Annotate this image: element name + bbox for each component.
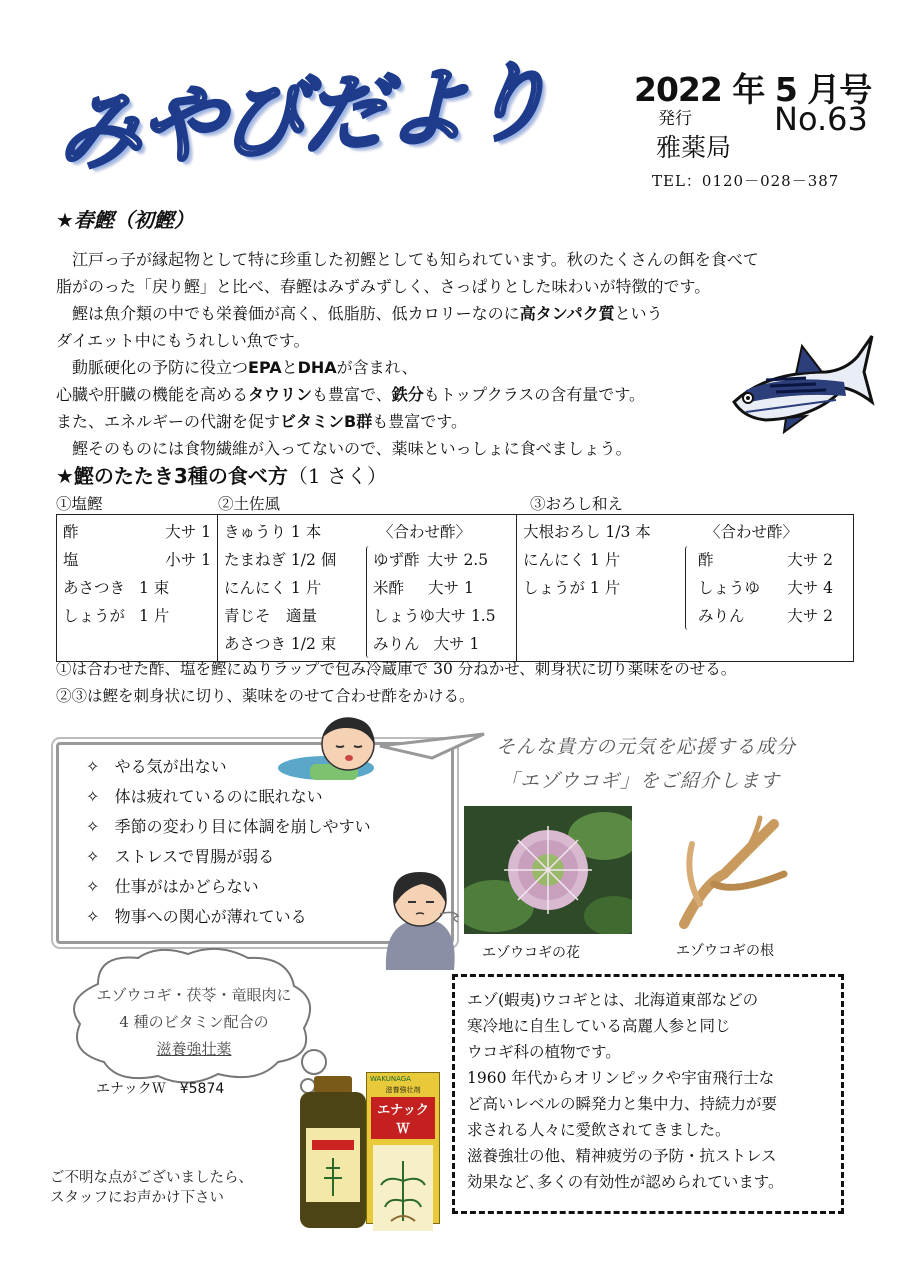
box-plant-illustration: [367, 1141, 439, 1237]
ingredient-row: あさつき 1/2 束: [224, 635, 337, 653]
sauce-row: しょうゆ 大サ 4: [698, 579, 833, 597]
box-product-name: エナックＷ: [371, 1097, 435, 1139]
pharmacy-name: 雅薬局: [656, 133, 732, 162]
speech-tail: [372, 728, 492, 788]
recipe-title-tosa: ②土佐風: [218, 495, 281, 513]
info-line: ウコギ科の植物です。: [467, 1043, 621, 1061]
highlight-taurine: タウリン: [248, 385, 313, 404]
box-brand: WAKUNAGA: [370, 1075, 411, 1083]
sauce-row: みりん 大サ 2: [698, 607, 833, 625]
highlight-vitamin-b: ビタミンB群: [280, 412, 373, 431]
paragraph: 心臓や肝臓の機能を高めるタウリンも豊富で、鉄分もトップクラスの含有量です。: [56, 385, 646, 404]
section-heading-tataki: ★鰹のたたき3種の食べ方（1 さく）: [56, 464, 387, 488]
sauce-row: しょうゆ大サ 1.5: [373, 607, 496, 625]
recipe-instructions: [56, 656, 736, 710]
instruction-line: ①は合わせた酢、塩を鰹にぬりラップで包み冷蔵庫で 30 分ねかせ、刺身状に切り薬味をのせる。: [56, 660, 737, 678]
highlight-protein: 高タンパク質: [519, 304, 615, 323]
ingredient-row: たまねぎ 1/2 個: [224, 551, 337, 569]
box-category: 滋養強壮剤: [385, 1086, 421, 1094]
ingredient-row: あさつき 1 束: [63, 579, 170, 597]
ingredient-row: しょうが 1 片: [63, 607, 170, 625]
info-line: 効果など､多くの有効性が認められています。: [467, 1173, 784, 1191]
product-price: エナックＷ ¥5874: [96, 1081, 225, 1097]
recipe-title-shio: ①塩鰹: [56, 495, 103, 513]
eleuthero-flower-photo: [464, 806, 632, 934]
product-bottle-photo: [298, 1076, 368, 1228]
recipe-table: [56, 514, 854, 662]
instruction-line: ②③は鰹を刺身状に切り、薬味をのせて合わせ酢をかける。: [56, 687, 475, 705]
info-line: 寒冷地に自生している高麗人参と同じ: [467, 1017, 731, 1035]
info-line: 滋養強壮の他、精神疲労の予防・抗ストレス: [467, 1147, 777, 1165]
highlight-epa: EPA: [248, 358, 282, 377]
sauce-row: みりん 大サ 1: [373, 635, 480, 653]
recipe-oroshi-cell: [517, 515, 854, 662]
ingredient-row: 大根おろし 1/3 本: [523, 523, 651, 541]
tired-person-lying-illustration: [276, 714, 388, 784]
contact-note: ご不明な点がございましたら、 スタッフにお声かけ下さい: [50, 1170, 253, 1206]
info-line: 1960 年代からオリンピックや宇宙飛行士な: [467, 1069, 775, 1087]
issue-number: No.63: [774, 100, 868, 138]
symptom-item: ✧ 物事への関心が薄れている: [86, 907, 307, 926]
section-heading-spring-bonito: ★春鰹（初鰹）: [56, 208, 194, 232]
ingredient-row: にんにく 1 片: [224, 579, 322, 597]
publisher-label: 発行: [658, 109, 692, 129]
info-line: ど高いレベルの瞬発力と集中力、持続力が要: [467, 1095, 778, 1113]
recipe-title-oroshi: ③おろし和え: [530, 495, 624, 513]
highlight-iron: 鉄分: [391, 385, 424, 404]
root-caption: エゾウコギの根: [676, 943, 774, 959]
paragraph: ダイエット中にもうれしい魚です。: [56, 331, 310, 350]
product-box-photo: [366, 1072, 440, 1224]
paragraph: また、エネルギーの代謝を促すビタミンB群も豊富です。: [56, 412, 467, 431]
sauce-row: 酢 大サ 2: [698, 551, 833, 569]
ingredient-row: にんにく 1 片: [523, 551, 621, 569]
info-line: 求される人々に愛飲されてきました。: [467, 1121, 731, 1139]
product-cloud-text: エゾウコギ・茯苓・竜眼肉に 4 種のビタミン配合の 滋養強壮薬: [96, 986, 292, 1058]
paragraph: 脂がのった「戻り鰹」と比べ、春鰹はみずみずしく、さっぱりとした味わいが特徴的です。: [56, 277, 711, 296]
issue-date: 2022 年 5 月号: [634, 70, 872, 109]
sauce-label: 〈合わせ酢〉: [378, 523, 472, 541]
paragraph: 鰹は魚介類の中でも栄養価が高く、低脂肪、低カロリーなのに高タンパク質という: [72, 304, 663, 323]
paragraph: 鰹そのものには食物繊維が入ってないので、薬味といっしょに食べましょう。: [72, 439, 632, 458]
eleuthero-root-photo: [664, 814, 804, 932]
eleuthero-info-box: [452, 974, 844, 1214]
symptom-item: ✧ ストレスで胃腸が弱る: [86, 847, 275, 866]
ingredient-row: 青じそ 適量: [224, 607, 318, 625]
phone-number: TEL：0120－028－387: [652, 172, 840, 190]
symptom-item: ✧ 仕事がはかどらない: [86, 877, 259, 896]
symptom-item: ✧ やる気が出ない: [86, 757, 227, 776]
paragraph: 動脈硬化の予防に役立つEPAとDHAが含まれ、: [72, 358, 418, 377]
ingredient-row: 塩 小サ 1: [63, 551, 211, 569]
ingredient-row: きゅうり 1 本: [224, 523, 322, 541]
flower-caption: エゾウコギの花: [482, 945, 580, 961]
tagline-2: 「エゾウコギ」をご紹介します: [500, 770, 781, 792]
ingredient-row: 酢 大サ 1: [63, 523, 211, 541]
info-line: エゾ(蝦夷)ウコギとは、北海道東部などの: [467, 991, 759, 1009]
symptom-item: ✧ 季節の変わり目に体調を崩しやすい: [86, 817, 371, 836]
tired-person-sitting-illustration: [374, 866, 474, 972]
highlight-dha: DHA: [297, 358, 337, 377]
ingredient-row: しょうが 1 片: [523, 579, 621, 597]
bonito-fish-illustration: [726, 332, 876, 448]
newsletter-logo: みやびだより: [56, 50, 551, 184]
symptom-item: ✧ 体は疲れているのに眠れない: [86, 787, 323, 806]
paragraph: 江戸っ子が縁起物として特に珍重した初鰹としても知られています。秋のたくさんの餌を食べて: [72, 250, 759, 269]
sauce-row: ゆず酢 大サ 2.5: [373, 551, 489, 569]
recipe-tosa-cell: [218, 515, 517, 662]
recipe-shio-cell: [57, 515, 218, 662]
sauce-label: 〈合わせ酢〉: [705, 523, 799, 541]
tagline-1: そんな貴方の元気を応援する成分: [496, 736, 797, 758]
sauce-row: 米酢 大サ 1: [373, 579, 474, 597]
